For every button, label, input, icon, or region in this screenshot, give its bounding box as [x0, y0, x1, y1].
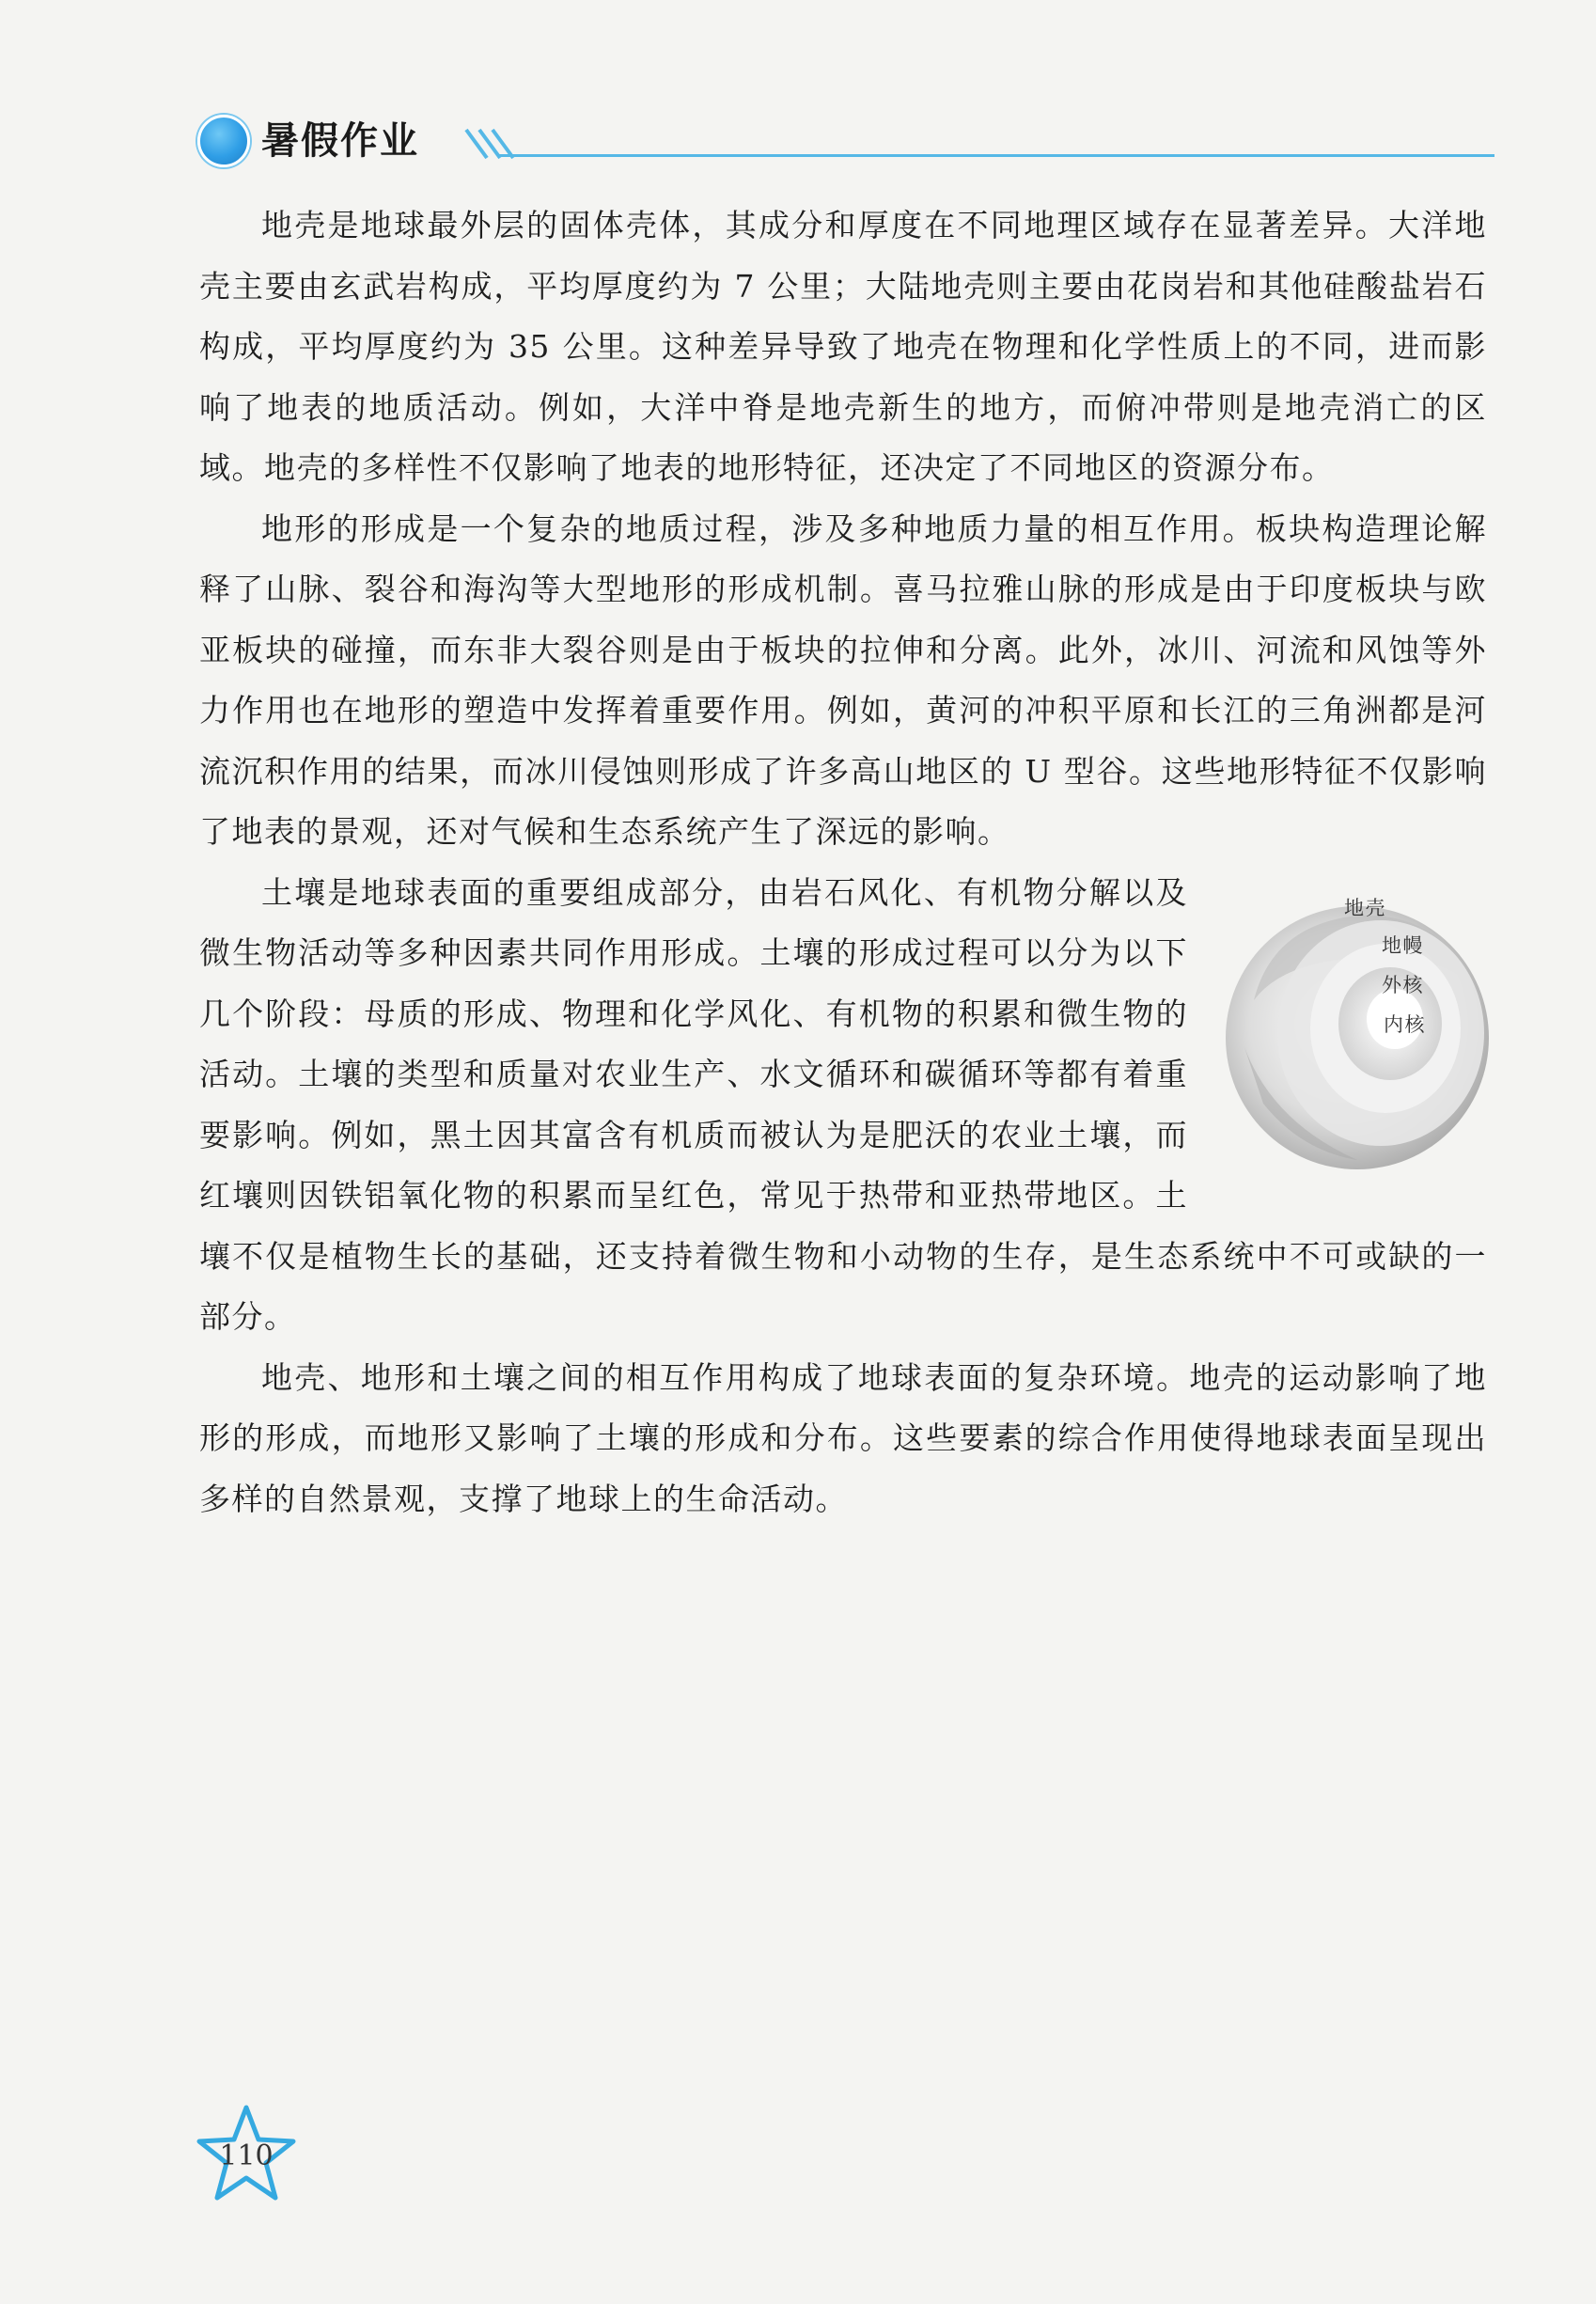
label-inner-core: 内核: [1384, 1012, 1426, 1036]
paragraph-soil: 土壤是地球表面的重要组成部分，由岩石风化、有机物分解以及微生物活动等多种因素共同作用形成。土壤的形成过程可以分为以下几个阶段：母质的形成、物理和化学风化、有机物的积累和微生物的活动。土壤的类型和质量对农业生产、水文循环和碳循环等都有着重要影响。例如，黑土因其富含有机质而被认为是肥沃的农业土壤，而红壤则因铁铝氧化物的积累而呈红色，常见于热带和亚热带地区。土壤不仅是植物生长的基础，还支持着微生物和小动物的生存，是生态系统中不可或缺的一部分。: [199, 873, 1487, 1335]
paragraph-landform: 地形的形成是一个复杂的地质过程，涉及多种地质力量的相互作用。板块构造理论解释了山脉、裂谷和海沟等大型地形的形成机制。喜马拉雅山脉的形成是由于印度板块与欧亚板块的碰撞，而东非大裂谷则是由于板块的拉伸和分离。此外，冰川、河流和风蚀等外力作用也在地形的塑造中发挥着重要作用。例如，黄河的冲积平原和长江的三角洲都是河流沉积作用的结果，而冰川侵蚀则形成了许多高山地区的 U 型谷。这些地形特征不仅影响了地表的景观，还对气候和生态系统产生了深远的影响。: [199, 509, 1487, 850]
blue-circle-icon: [197, 115, 250, 167]
page-header: [188, 105, 1494, 171]
label-outer-core: 外核: [1382, 973, 1424, 996]
paragraph-interaction: 地壳、地形和土壤之间的相互作用构成了地球表面的复杂环境。地壳的运动影响了地形的形成，而地形又影响了土壤的形成和分布。这些要素的综合作用使得地球表面呈现出多样的自然景观，支撑了地球上的生命活动。: [199, 1358, 1487, 1517]
figure-earth-layers: [1216, 869, 1498, 1179]
stripes-decoration-icon: [438, 109, 523, 165]
header-title: 暑假作业: [261, 119, 419, 163]
page-number: 110: [219, 2139, 274, 2172]
main-text: [199, 196, 1487, 1529]
paragraph-soil-intro: [199, 863, 1487, 1348]
label-crust: 地壳: [1344, 896, 1386, 919]
label-mantle: 地幔: [1382, 933, 1424, 957]
header-rule: [498, 154, 1494, 157]
paragraph-crust: 地壳是地球最外层的固体壳体，其成分和厚度在不同地理区域存在显著差异。大洋地壳主要由玄武岩构成，平均厚度约为 7 公里；大陆地壳则主要由花岗岩和其他硅酸盐岩石构成，平均厚度约为 35 公里。这种差异导致了地壳在物理和化学性质上的不同，进而影响了地表的地质活动。例如，大洋中脊是地壳新生的地方，而俯冲带则是地壳消亡的区域。地壳的多样性不仅影响了地表的地形特征，还决定了不同地区的资源分布。: [199, 207, 1487, 486]
page-number-badge: [194, 2102, 299, 2207]
